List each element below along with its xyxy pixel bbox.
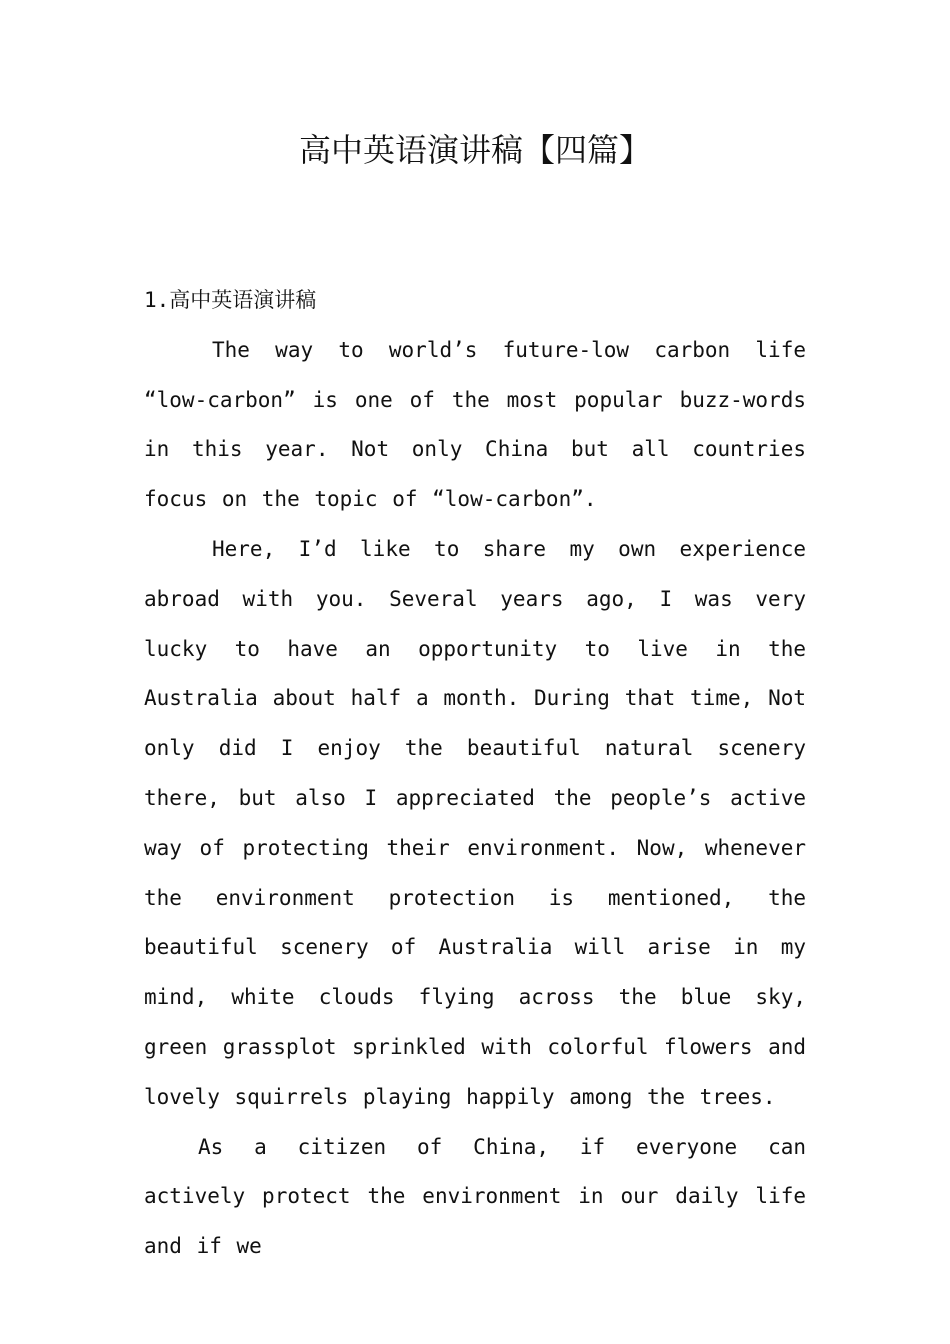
paragraph: The way to world’s future-low carbon life “low-carbon” is one of the most popular buzz-words in this year. Not only China but all countries focus on the topic of “low-carbon”. <box>144 337 806 512</box>
paragraph: Here, I’d like to share my own experience abroad with you. Several years ago, I was very lucky to have an opportunity to live in the Australia about half a month. During that time, Not only did I enjoy the beautiful natural scenery there, but also I appreciated the people’s active way of protecting their environment. Now, whenever the environment protection is mentioned, the beautiful scenery of Australia will arise in my mind, white clouds flying across the blue sky, green grassplot sprinkled with colorful flowers and lovely squirrels playing happily among the trees. <box>144 536 806 1109</box>
document-title: 高中英语演讲稿【四篇】 <box>298 131 651 169</box>
document-body <box>144 276 806 1272</box>
paragraph: As a citizen of China, if everyone can actively protect the environment in our daily life and if we <box>144 1134 806 1259</box>
section-heading: 1.高中英语演讲稿 <box>144 288 317 312</box>
